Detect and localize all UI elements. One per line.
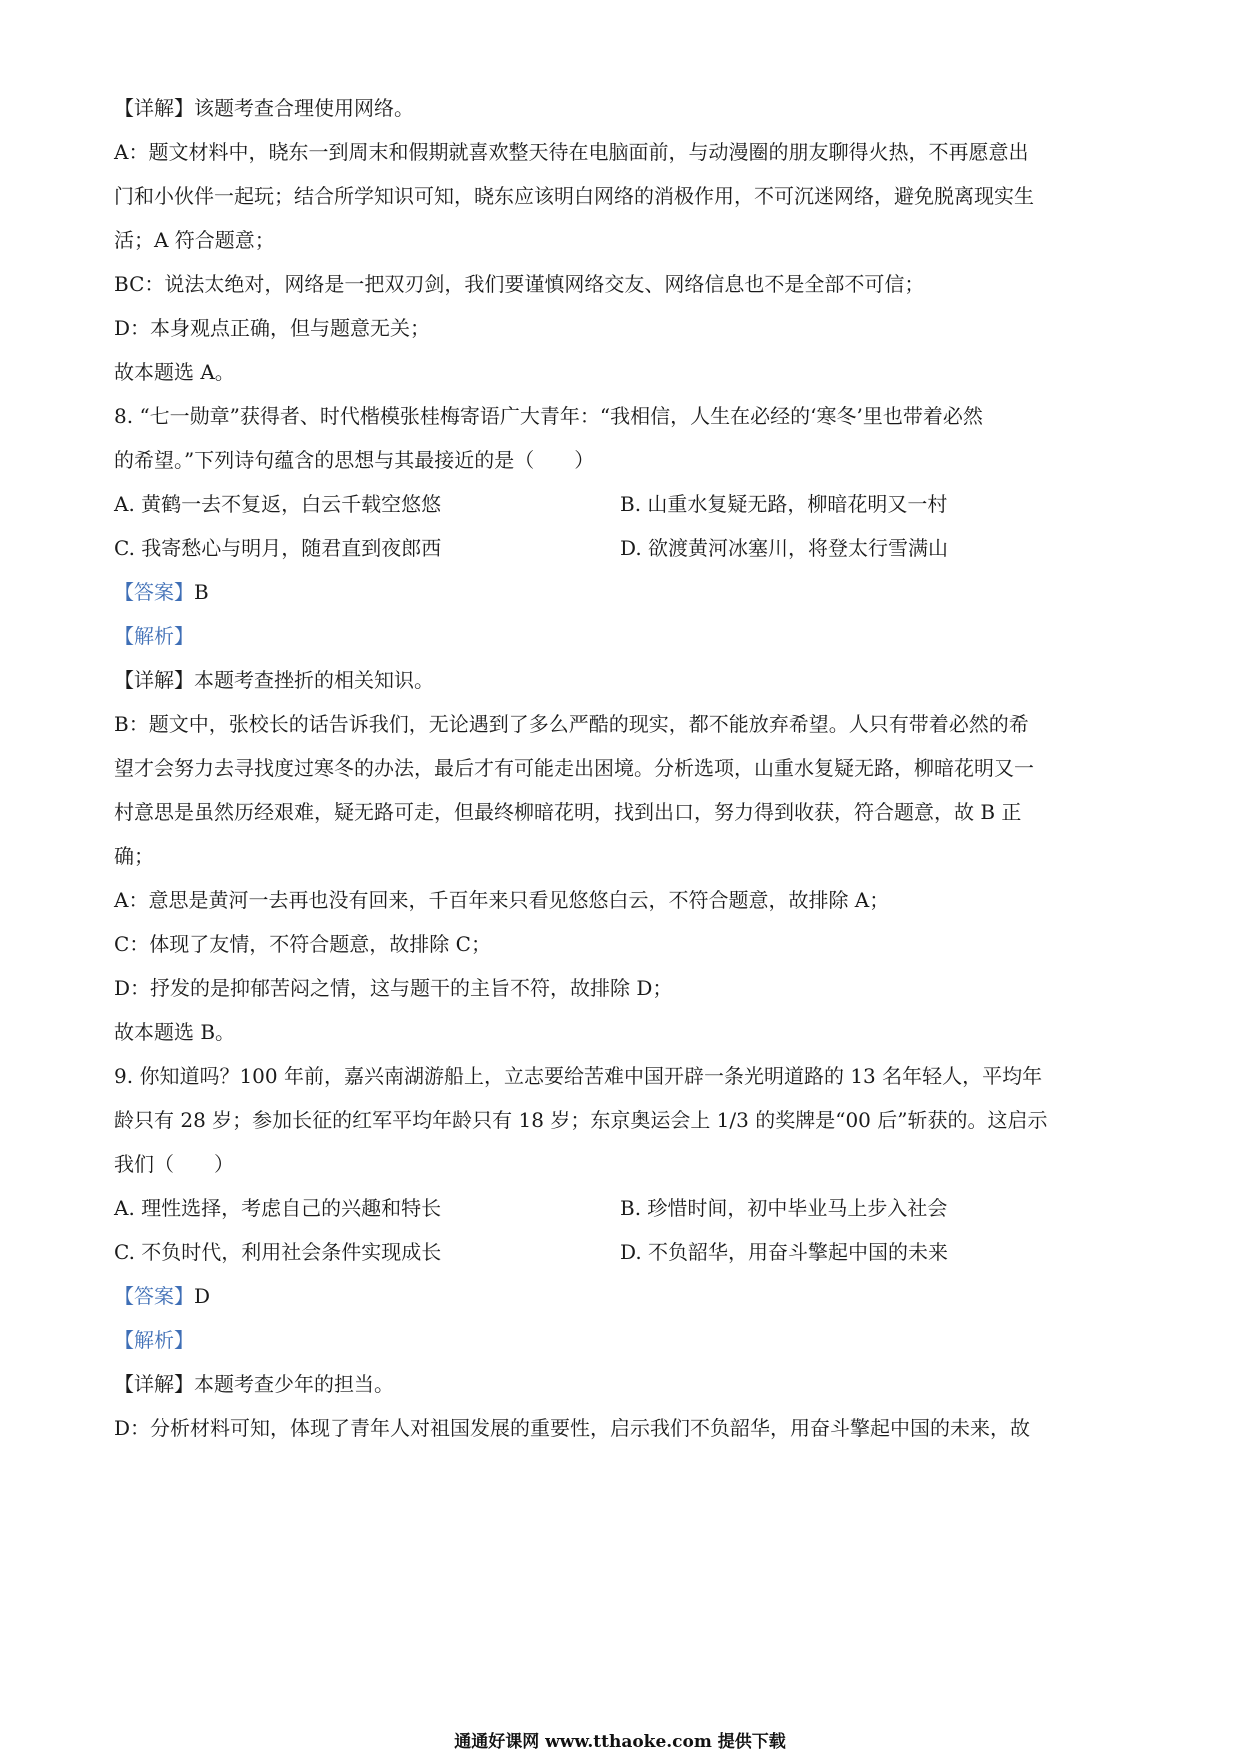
- q8-answer-value: B: [194, 580, 209, 604]
- q7-detail: 【详解】该题考查合理使用网络。: [114, 96, 414, 120]
- q8-analysis-label: 【解析】: [114, 624, 194, 648]
- q8-detail: 【详解】本题考查挫折的相关知识。: [114, 668, 434, 692]
- q9-detail: 【详解】本题考查少年的担当。: [114, 1372, 394, 1396]
- q8-option-b-explanation-line-1: B：题文中，张校长的话告诉我们，无论遇到了多么严酷的现实，都不能放弃希望。人只有带着必然的希: [114, 712, 1029, 736]
- q7-option-a-line-2: 门和小伙伴一起玩；结合所学知识可知，晓东应该明白网络的消极作用，不可沉迷网络，避免脱离现实生: [114, 184, 1034, 208]
- q8-option-b-explanation-line-4: 确；: [114, 844, 154, 868]
- q8-option-b-explanation-line-2: 望才会努力去寻找度过寒冬的办法，最后才有可能走出困境。分析选项，山重水复疑无路，柳暗花明又一: [114, 756, 1034, 780]
- q8-stem-line-1: 8. “七一勋章”获得者、时代楷模张桂梅寄语广大青年：“我相信，人生在必经的‘寒冬’里也带着必然: [114, 404, 983, 428]
- q7-conclusion: 故本题选 A。: [114, 360, 235, 384]
- q7-option-a-line-3: 活；A 符合题意；: [114, 228, 275, 252]
- q8-option-d: D. 欲渡黄河冰塞川，将登太行雪满山: [620, 536, 949, 560]
- q9-stem-line-2: 龄只有 28 岁；参加长征的红军平均年龄只有 18 岁；东京奥运会上 1/3 的奖牌是“00 后”斩获的。这启示: [114, 1108, 1048, 1132]
- q9-option-d-explanation-line-1: D：分析材料可知，体现了青年人对祖国发展的重要性，启示我们不负韶华，用奋斗擎起中国的未来，故: [114, 1416, 1031, 1440]
- q9-analysis-label: 【解析】: [114, 1328, 194, 1352]
- q8-answer: [114, 578, 209, 606]
- q8-option-c: C. 我寄愁心与明月，随君直到夜郎西: [114, 536, 442, 560]
- q9-stem-line-3: 我们（ ）: [114, 1152, 234, 1176]
- q9-answer: [114, 1282, 210, 1310]
- q7-option-d: D：本身观点正确，但与题意无关；: [114, 316, 431, 340]
- q9-option-c: C. 不负时代，利用社会条件实现成长: [114, 1240, 442, 1264]
- q9-option-d: D. 不负韶华，用奋斗擎起中国的未来: [620, 1240, 949, 1264]
- q9-answer-value: D: [194, 1284, 211, 1308]
- q8-option-c-explanation: C：体现了友情，不符合题意，故排除 C；: [114, 932, 491, 956]
- q8-option-a-explanation: A：意思是黄河一去再也没有回来，千百年来只看见悠悠白云，不符合题意，故排除 A；: [114, 888, 890, 912]
- q9-stem-line-1: 9. 你知道吗？100 年前，嘉兴南湖游船上，立志要给苦难中国开辟一条光明道路的 13 名年轻人，平均年: [114, 1064, 1043, 1088]
- q7-option-bc: BC：说法太绝对，网络是一把双刃剑，我们要谨慎网络交友、网络信息也不是全部不可信；: [114, 272, 925, 296]
- q8-option-b: B. 山重水复疑无路，柳暗花明又一村: [620, 492, 948, 516]
- q9-option-a: A. 理性选择，考虑自己的兴趣和特长: [114, 1196, 442, 1220]
- q8-option-a: A. 黄鹤一去不复返，白云千载空悠悠: [114, 492, 442, 516]
- q8-option-b-explanation-line-3: 村意思是虽然历经艰难，疑无路可走，但最终柳暗花明，找到出口，努力得到收获，符合题意，故 B 正: [114, 800, 1022, 824]
- q8-stem-line-2: 的希望。”下列诗句蕴含的思想与其最接近的是（ ）: [114, 448, 595, 472]
- q8-conclusion: 故本题选 B。: [114, 1020, 236, 1044]
- q7-option-a-line-1: A：题文材料中，晓东一到周末和假期就喜欢整天待在电脑面前，与动漫圈的朋友聊得火热，不再愿意出: [114, 140, 1029, 164]
- q8-answer-label: 【答案】: [114, 580, 194, 604]
- page-footer: 通通好课网 www.tthaoke.com 提供下载: [454, 1732, 786, 1752]
- q9-answer-label: 【答案】: [114, 1284, 194, 1308]
- q9-option-b: B. 珍惜时间，初中毕业马上步入社会: [620, 1196, 948, 1220]
- q8-option-d-explanation: D：抒发的是抑郁苦闷之情，这与题干的主旨不符，故排除 D；: [114, 976, 673, 1000]
